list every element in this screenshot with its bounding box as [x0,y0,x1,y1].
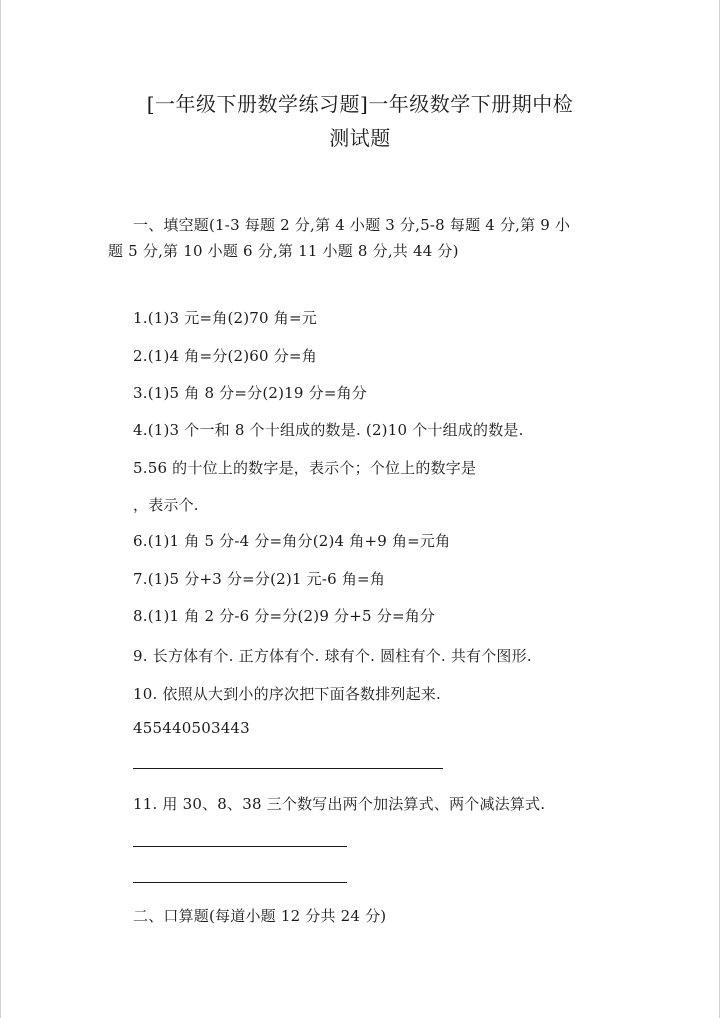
question-4: 4.(1)3 个一和 8 个十组成的数是. (2)10 个十组成的数是. [133,421,524,439]
question-10: 10. 依照从大到小的序次把下面各数排列起来. [133,685,441,703]
document-title-line-2: 测试题 [329,126,391,150]
question-3: 3.(1)5 角 8 分=分(2)19 分=角分 [133,384,367,402]
question-1: 1.(1)3 元=角(2)70 角=元 [133,309,317,327]
question-7: 7.(1)5 分+3 分=分(2)1 元-6 角=角 [133,570,386,588]
document-title-line-1: [一年级下册数学练习题]一年级数学下册期中检 [146,92,574,116]
answer-blank-line [133,882,347,883]
question-10-numbers: 455440503443 [133,719,250,737]
answer-blank-line [133,768,443,769]
question-5-line-2: ，表示个. [133,496,199,514]
question-9: 9. 长方体有个. 正方体有个. 球有个. 圆柱有个. 共有个图形. [133,647,532,665]
question-5-line-1: 5.56 的十位上的数字是，表示个；个位上的数字是 [133,459,477,477]
section-1-heading-line-1: 一、填空题(1-3 每题 2 分,第 4 小题 3 分,5-8 每题 4 分,第 9 小 [133,216,571,234]
question-8: 8.(1)1 角 2 分-6 分=分(2)9 分+5 分=角分 [133,607,436,625]
question-11: 11. 用 30、8、38 三个数写出两个加法算式、两个减法算式. [133,795,546,813]
question-2: 2.(1)4 角=分(2)60 分=角 [133,347,317,365]
answer-blank-line [133,846,347,847]
section-1-heading-line-2: 题 5 分,第 10 小题 6 分,第 11 小题 8 分,共 44 分) [108,242,459,260]
page-border-left [0,0,1,1018]
section-2-heading: 二、口算题(每道小题 12 分共 24 分) [133,907,387,925]
question-6: 6.(1)1 角 5 分-4 分=角分(2)4 角+9 角=元角 [133,532,451,550]
